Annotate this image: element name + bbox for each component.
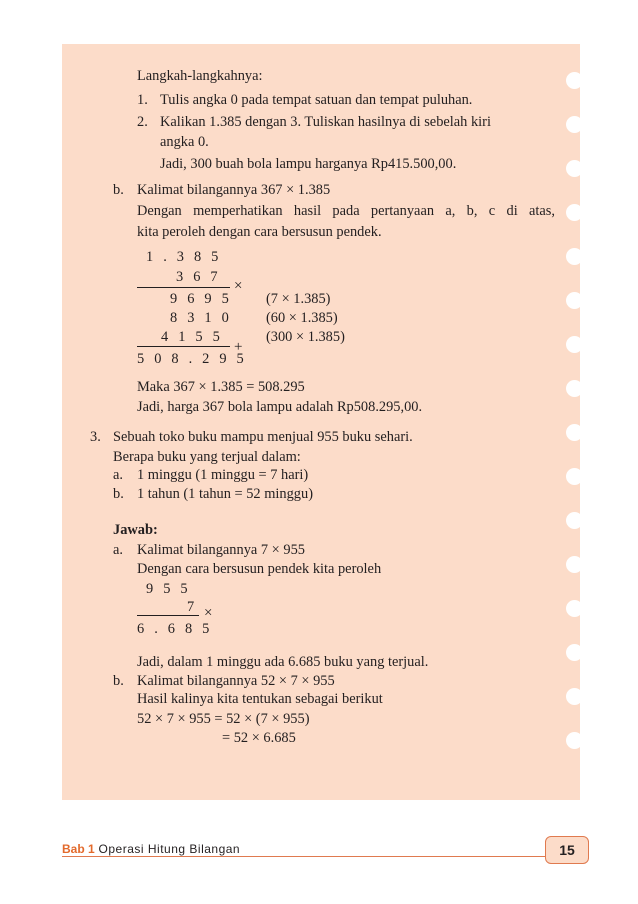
step-1-text: Tulis angka 0 pada tempat satuan dan tempat puluhan. xyxy=(160,92,473,108)
question-3-a-label: a. xyxy=(113,467,123,483)
step-2-line-2: angka 0. xyxy=(160,134,209,150)
calc1-note-2: (60 × 1.385) xyxy=(266,310,338,326)
calc1-partial-2: 8 3 1 0 xyxy=(170,310,232,326)
binder-hole xyxy=(566,644,583,661)
binder-hole xyxy=(566,204,583,221)
binder-hole xyxy=(566,380,583,397)
answer-a-label: a. xyxy=(113,542,123,558)
part-b-maka: Maka 367 × 1.385 = 508.295 xyxy=(137,379,305,395)
binder-hole xyxy=(566,600,583,617)
binder-hole xyxy=(566,556,583,573)
calc1-note-1: (7 × 1.385) xyxy=(266,291,331,307)
binder-hole xyxy=(566,116,583,133)
binder-hole xyxy=(566,248,583,265)
calc1-multiplicand: 1 . 3 8 5 xyxy=(146,249,222,265)
calc1-multiplier: 3 6 7 xyxy=(176,269,221,285)
answer-a-sentence: Kalimat bilangannya 7 × 955 xyxy=(137,542,305,558)
answer-b-equation-1: 52 × 7 × 955 = 52 × (7 × 955) xyxy=(137,711,310,727)
question-3-b-label: b. xyxy=(113,486,124,502)
step-2-number: 2. xyxy=(137,114,148,130)
answer-a-conclusion: Jadi, dalam 1 minggu ada 6.685 buku yang terjual. xyxy=(137,654,429,670)
binder-hole xyxy=(566,336,583,353)
binder-hole xyxy=(566,292,583,309)
step-conclusion: Jadi, 300 buah bola lampu harganya Rp415.500,00. xyxy=(160,156,457,172)
calc2-multiplier: 7 xyxy=(187,599,198,615)
answer-b-sentence: Kalimat bilangannya 52 × 7 × 955 xyxy=(137,673,335,689)
part-b-text-line-2: kita peroleh dengan cara bersusun pendek. xyxy=(137,224,382,240)
binder-hole xyxy=(566,512,583,529)
part-b-sentence: Kalimat bilangannya 367 × 1.385 xyxy=(137,182,331,198)
part-b-text-line-1: Dengan memperhatikan hasil pada pertanyaan a, b, c di atas, xyxy=(137,203,555,219)
calc1-partial-3: 4 1 5 5 xyxy=(161,329,223,345)
calc1-rule-1 xyxy=(137,287,230,288)
step-2-line-1: Kalikan 1.385 dengan 3. Tuliskan hasilnya di sebelah kiri xyxy=(160,114,491,130)
question-3-line-2: Berapa buku yang terjual dalam: xyxy=(113,449,301,465)
binder-hole xyxy=(566,424,583,441)
question-3-number: 3. xyxy=(90,429,101,445)
calc2-multiplicand: 9 5 5 xyxy=(146,581,191,597)
chapter-number: Bab 1 xyxy=(62,842,95,856)
steps-title: Langkah-langkahnya: xyxy=(137,68,263,84)
calc1-note-3: (300 × 1.385) xyxy=(266,329,345,345)
answer-b-equation-2: = 52 × 6.685 xyxy=(222,730,296,746)
part-b-label: b. xyxy=(113,182,124,198)
step-1-number: 1. xyxy=(137,92,148,108)
calc2-result: 6 . 6 8 5 xyxy=(137,621,213,637)
question-3-a-text: 1 minggu (1 minggu = 7 hari) xyxy=(137,467,309,483)
chapter-label xyxy=(62,842,240,856)
calc1-plus-sign: + xyxy=(234,339,243,355)
answer-heading: Jawab: xyxy=(113,522,158,538)
answer-a-method: Dengan cara bersusun pendek kita peroleh xyxy=(137,561,382,577)
answer-b-label: b. xyxy=(113,673,124,689)
question-3-line-1: Sebuah toko buku mampu menjual 955 buku sehari. xyxy=(113,429,413,445)
calc1-times-sign: × xyxy=(234,278,243,294)
binder-hole xyxy=(566,468,583,485)
calc1-partial-1: 9 6 9 5 xyxy=(170,291,232,307)
part-b-jadi: Jadi, harga 367 bola lampu adalah Rp508.295,00. xyxy=(137,399,423,415)
question-3-b-text: 1 tahun (1 tahun = 52 minggu) xyxy=(137,486,313,502)
calc2-rule xyxy=(137,615,199,616)
footer-rule xyxy=(62,856,546,857)
calc1-rule-2 xyxy=(137,346,230,347)
binder-hole xyxy=(566,732,583,749)
answer-b-method: Hasil kalinya kita tentukan sebagai berikut xyxy=(137,691,383,707)
binder-holes xyxy=(566,44,586,800)
binder-hole xyxy=(566,160,583,177)
calc2-times-sign: × xyxy=(204,605,213,621)
page-number: 15 xyxy=(545,836,589,864)
calc1-result: 5 0 8 . 2 9 5 xyxy=(137,351,247,367)
binder-hole xyxy=(566,688,583,705)
chapter-title: Operasi Hitung Bilangan xyxy=(98,842,241,856)
binder-hole xyxy=(566,72,583,89)
